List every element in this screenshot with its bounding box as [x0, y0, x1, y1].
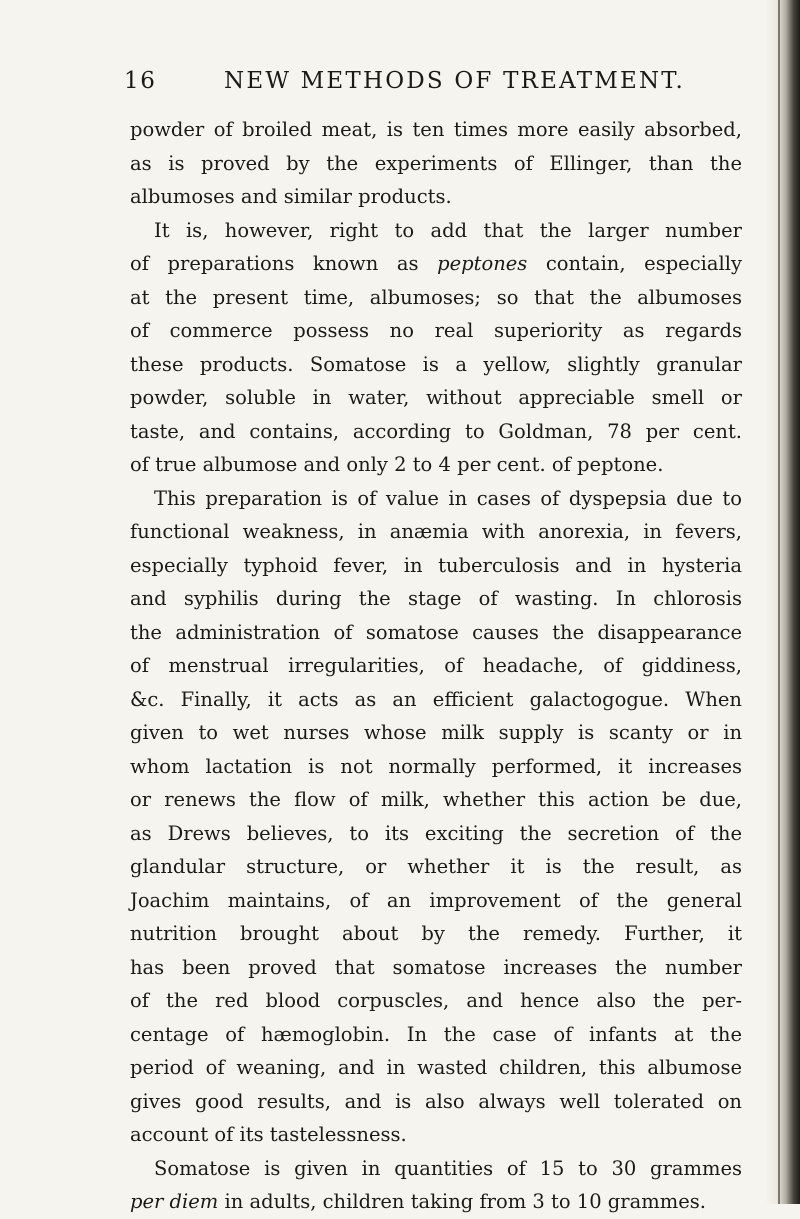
text-line: powder, soluble in water, without appreciable smell or — [130, 386, 742, 409]
text-line: taste, and contains, according to Goldman, 78 per cent. — [130, 419, 742, 443]
italic-term: peptones — [437, 252, 528, 275]
text-line: as is proved by the experiments of Ellinger, than the — [130, 151, 742, 175]
paragraph-end-line: per diem in adults, children taking from 3 to 10 grammes. — [130, 1190, 706, 1213]
text-line: period of weaning, and in wasted children, this albumose — [130, 1056, 742, 1079]
page-number: 16 — [124, 68, 157, 94]
text-line: gives good results, and is also always well tolerated on — [130, 1089, 742, 1113]
page-edge-shadow — [766, 0, 800, 1204]
body-text — [130, 113, 742, 1219]
text-line: of commerce possess no real superiority as regards — [130, 319, 742, 342]
text-line: has been proved that somatose increases the number — [130, 955, 742, 979]
paragraph-end-line: of true albumose and only 2 to 4 per cent. of peptone. — [130, 453, 664, 476]
text-line: whom lactation is not normally performed, it increases — [130, 754, 742, 778]
text-line: of preparations known as peptones contain, especially — [130, 252, 742, 275]
text-line: of menstrual irregularities, of headache, of giddiness, — [130, 654, 742, 677]
paragraph-start-line: This preparation is of value in cases of dyspepsia due to — [154, 486, 742, 510]
page-edge-line — [778, 0, 780, 1204]
text-line: the administration of somatose causes the disappearance — [130, 620, 742, 644]
text-line: &c. Finally, it acts as an efficient galactogogue. When — [130, 687, 742, 711]
text-line: nutrition brought about by the remedy. Further, it — [130, 922, 742, 945]
text-line: of the red blood corpuscles, and hence also the per- — [130, 989, 742, 1012]
text-line: these products. Somatose is a yellow, slightly granular — [130, 352, 742, 376]
text-line: at the present time, albumoses; so that the albumoses — [130, 285, 742, 309]
text-line: powder of broiled meat, is ten times more easily absorbed, — [130, 118, 742, 141]
paragraph-end-line: albumoses and similar products. — [130, 185, 452, 208]
italic-term: per diem — [130, 1190, 219, 1213]
text-line: especially typhoid fever, in tuberculosis and in hysteria — [130, 553, 742, 577]
running-head — [124, 68, 734, 102]
text-line: functional weakness, in anæmia with anorexia, in fevers, — [130, 520, 742, 543]
text-line: glandular structure, or whether it is the result, as — [130, 855, 742, 878]
text-line: as Drews believes, to its exciting the secretion of the — [130, 821, 742, 845]
paragraph-end-line: account of its tastelessness. — [130, 1123, 407, 1146]
paragraph-start-line: It is, however, right to add that the larger number — [154, 218, 742, 242]
text-line: centage of hæmoglobin. In the case of infants at the — [130, 1022, 742, 1046]
paragraph-start-line: Somatose is given in quantities of 15 to 30 grammes — [154, 1156, 742, 1180]
text-line: and syphilis during the stage of wasting. In chlorosis — [130, 587, 742, 610]
running-title: NEW METHODS OF TREATMENT. — [224, 68, 685, 94]
text-line: or renews the flow of milk, whether this action be due, — [130, 788, 742, 811]
text-line: given to wet nurses whose milk supply is scanty or in — [130, 721, 742, 744]
text-line: Joachim maintains, of an improvement of the general — [130, 888, 742, 912]
